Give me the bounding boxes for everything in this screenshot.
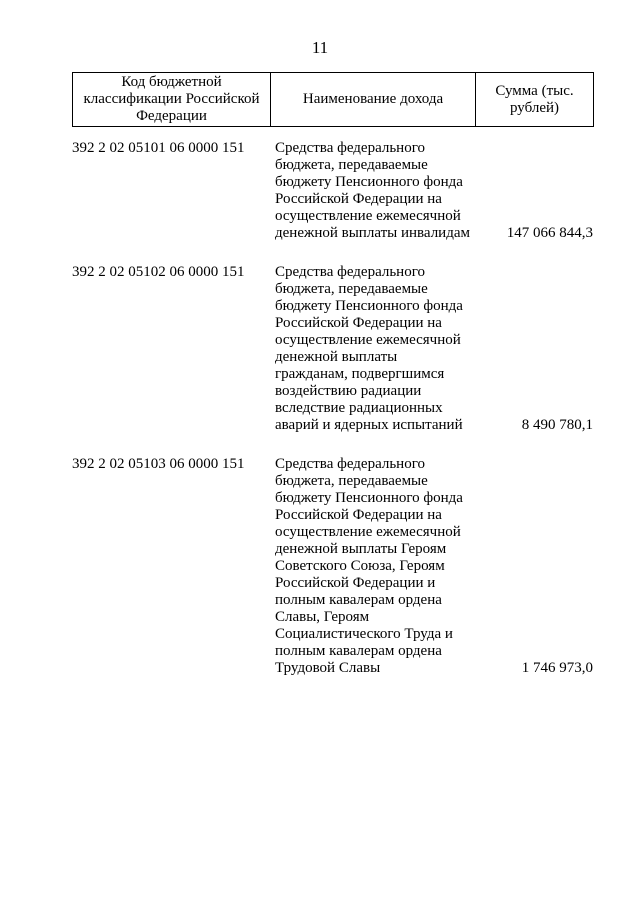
row-name [270,140,475,242]
row-code: 392 2 02 05101 06 0000 151 [72,140,245,156]
row-name-line: бюджета, передаваемые [275,473,428,489]
table-row [72,140,593,242]
row-name-line: осуществление ежемесячной [275,208,461,224]
row-code: 392 2 02 05103 06 0000 151 [72,456,245,472]
row-name-line: осуществление ежемесячной [275,332,461,348]
row-name-line: денежной выплаты инвалидам [275,225,470,241]
row-name-line: бюджета, передаваемые [275,281,428,297]
row-name-line: бюджету Пенсионного фонда [275,174,463,190]
table-body [72,140,593,699]
row-name-line: аварий и ядерных испытаний [275,417,463,433]
row-name-line: Социалистического Труда и [275,626,453,642]
row-name-line: гражданам, подвергшимся [275,366,445,382]
table-row [72,264,593,434]
row-name-line: полным кавалерам ордена [275,643,442,659]
table-row [72,456,593,677]
row-name-line: Средства федерального [275,140,425,156]
row-name-line: бюджету Пенсионного фонда [275,298,463,314]
row-name [270,264,475,434]
row-name-line: Средства федерального [275,456,425,472]
row-name-line: бюджета, передаваемые [275,157,428,173]
row-name-line: денежной выплаты [275,349,398,365]
row-name-line: вследствие радиационных [275,400,443,416]
row-name-line: полным кавалерам ордена [275,592,442,608]
row-name-line: Славы, Героям [275,609,370,625]
row-name-line: Средства федерального [275,264,425,280]
row-name-line: осуществление ежемесячной [275,524,461,540]
row-name-line: воздействию радиации [275,383,422,399]
header-code: Код бюджетной классификации Российской Федерации [73,73,271,127]
row-sum: 8 490 780,1 [521,417,593,433]
row-name [270,456,475,677]
row-code: 392 2 02 05102 06 0000 151 [72,264,245,280]
header-sum: Сумма (тыс. рублей) [476,73,594,127]
row-name-line: Советского Союза, Героям [275,558,445,574]
row-name-line: Российской Федерации на [275,507,442,523]
row-name-line: Российской Федерации и [275,575,436,591]
header-name: Наименование дохода [271,73,476,127]
row-name-line: денежной выплаты Героям [275,541,447,557]
row-name-line: Трудовой Славы [275,660,381,676]
row-sum: 147 066 844,3 [506,225,593,241]
page-number: 11 [311,38,329,57]
row-name-line: Российской Федерации на [275,315,442,331]
row-sum: 1 746 973,0 [521,660,593,676]
row-name-line: Российской Федерации на [275,191,442,207]
row-name-line: бюджету Пенсионного фонда [275,490,463,506]
table-header [72,72,594,127]
